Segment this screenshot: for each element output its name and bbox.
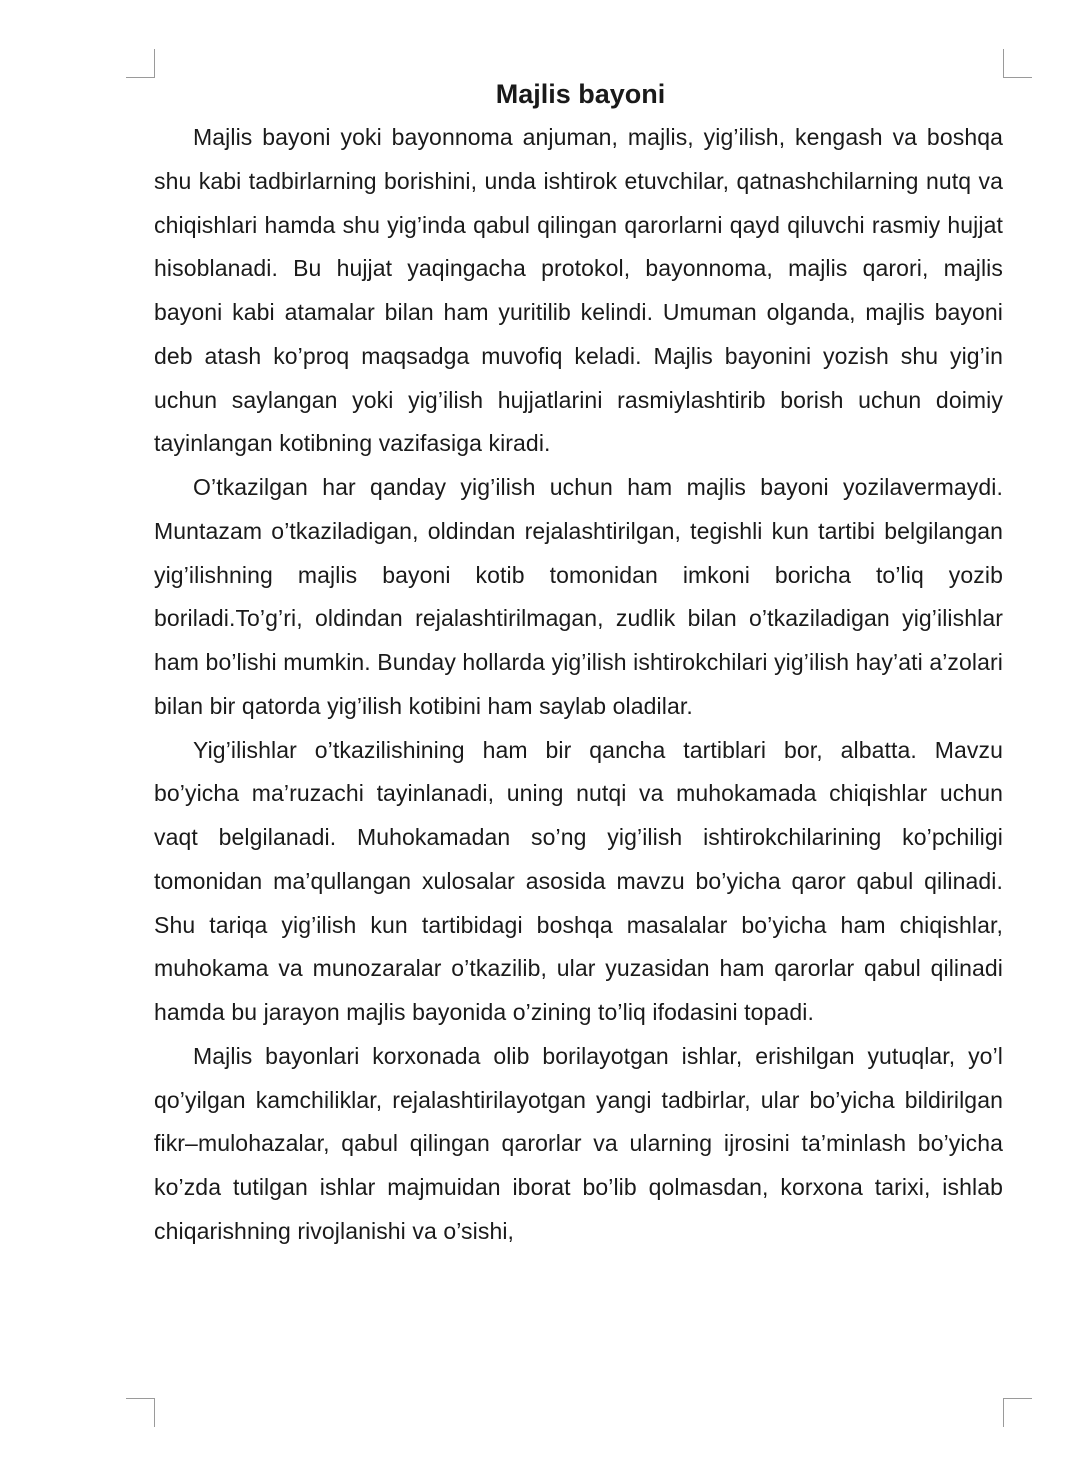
margin-corner-top-right [1003, 49, 1032, 78]
margin-corner-bottom-right [1003, 1398, 1032, 1427]
margin-corner-top-left [126, 49, 155, 78]
document-title: Majlis bayoni [495, 79, 666, 109]
margin-corner-bottom-left [126, 1398, 155, 1427]
paragraph-1: Majlis bayoni yoki bayonnoma anjuman, majlis, yig’ilish, kengash va boshqa shu kabi tadbirlarning borishini, unda ishtirok etuvchilar, qatnashchilarning nutq va chiqishlari hamda shu yig’inda qabul qilingan qarorlarni qayd qiluvchi rasmiy hujjat hisoblanadi. Bu hujjat yaqingacha protokol, bayonnoma, majlis qarori, majlis bayoni kabi atamalar bilan ham yuritilib kelindi. Umuman olganda, majlis bayoni deb atash ko’proq maqsadga muvofiq keladi. Majlis bayonini yozish shu yig’in uchun saylangan yoki yig’ilish hujjatlarini rasmiylashtirib borish uchun doimiy tayinlangan kotibning vazifasiga kiradi. [154, 124, 1003, 457]
paragraph-3: Yig’ilishlar o’tkazilishining ham bir qancha tartiblari bor, albatta. Mavzu bo’yicha ma’ruzachi tayinlanadi, uning nutqi va muhokamada chiqishlar uchun vaqt belgilanadi. Muhokamadan so’ng yig’ilish ishtirokchilarining ko’pchiligi tomonidan ma’qullangan xulosalar asosida mavzu bo’yicha qaror qabul qilinadi. Shu tariqa yig’ilish kun tartibidagi boshqa masalalar bo’yicha ham chiqishlar, muhokama va munozaralar o’tkazilib, ular yuzasidan ham qarorlar qabul qilinadi hamda bu jarayon majlis bayonida o’zining to’liq ifodasini topadi. [154, 736, 1003, 1025]
document-body [154, 72, 1003, 1254]
paragraph-2: O’tkazilgan har qanday yig’ilish uchun ham majlis bayoni yozilavermaydi. Muntazam o’tkaziladigan, oldindan rejalashtirilgan, tegishli kun tartibi belgilangan yig’ilishning majlis bayoni kotib tomonidan imkoni boricha to’liq yozib boriladi.To’g’ri, oldindan rejalashtirilmagan, zudlik bilan o’tkaziladigan yig’ilishlar ham bo’lishi mumkin. Bunday hollarda yig’ilish ishtirokchilari yig’ilish hay’ati a’zolari bilan bir qatorda yig’ilish kotibini ham saylab oladilar. [154, 474, 1003, 719]
paragraph-4: Majlis bayonlari korxonada olib borilayotgan ishlar, erishilgan yutuqlar, yo’l qo’yilgan kamchiliklar, rejalashtirilayotgan yangi tadbirlar, ular bo’yicha bildirilgan fikr–mulohazalar, qabul qilingan qarorlar va ularning ijrosini ta’minlash bo’yicha ko’zda tutilgan ishlar majmuidan iborat bo’lib qolmasdan, korxona tarixi, ishlab chiqarishning rivojlanishi va o’sishi, [154, 1042, 1003, 1244]
